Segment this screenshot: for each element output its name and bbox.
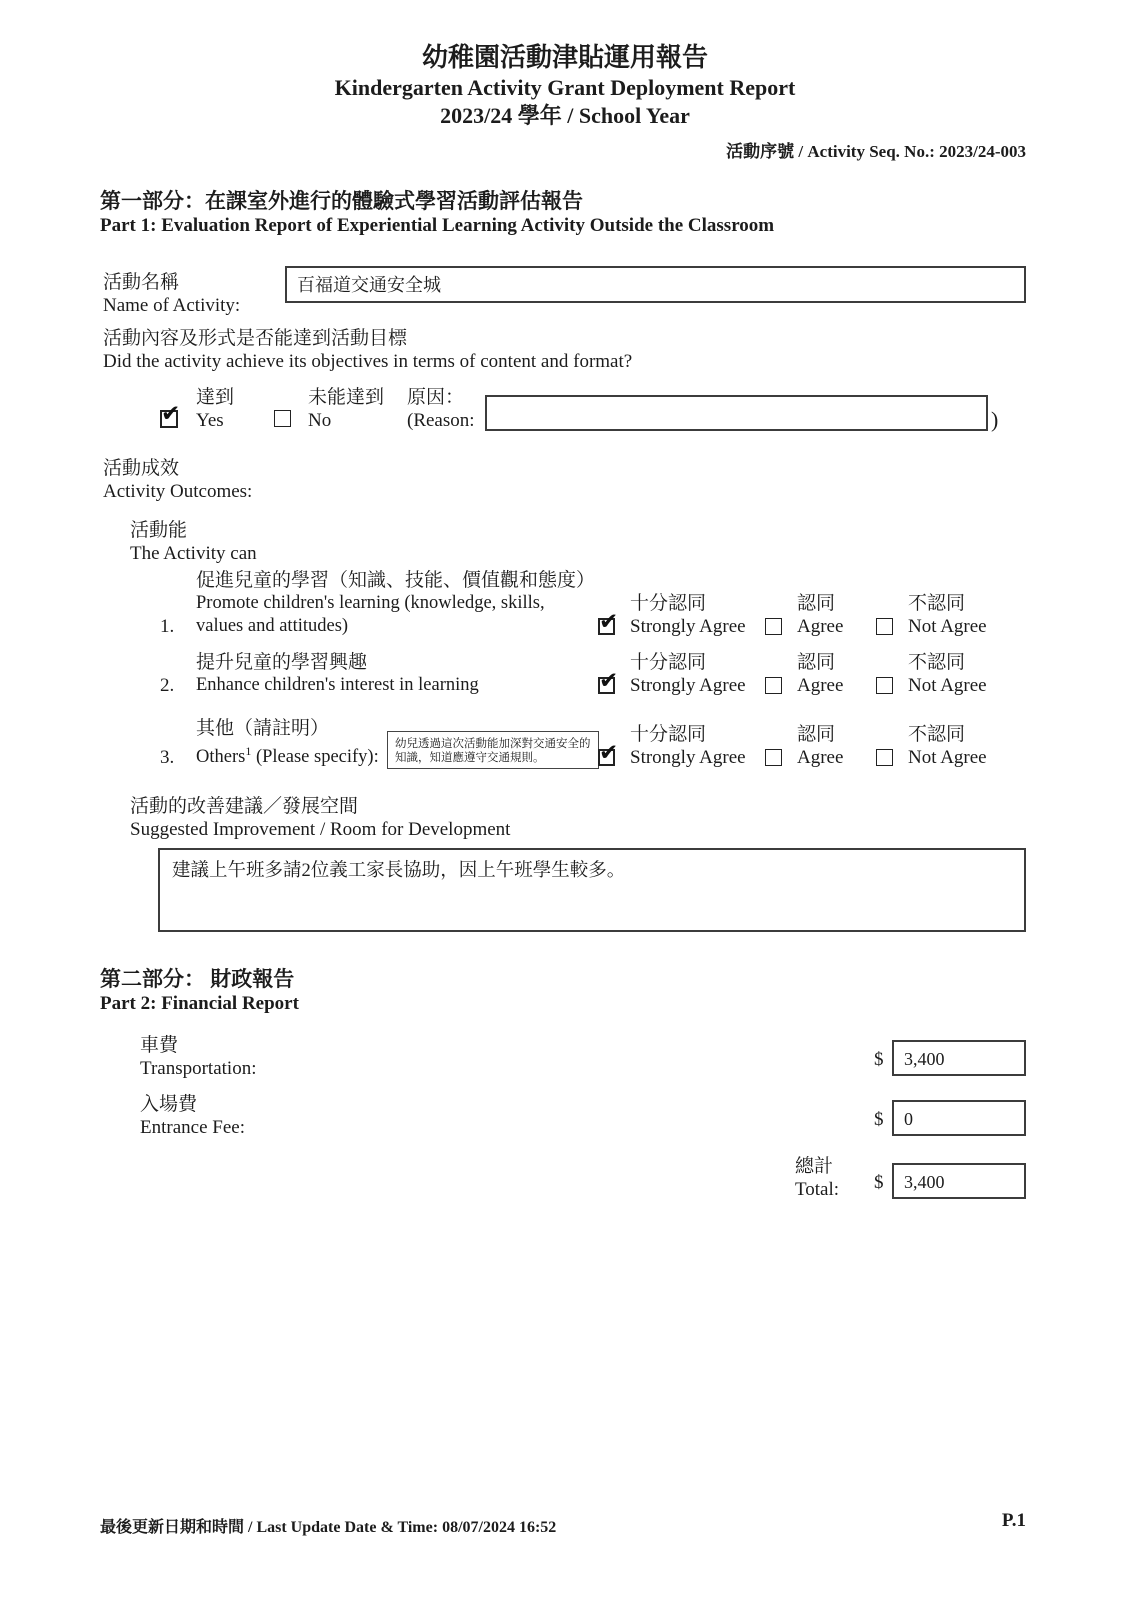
- total-label: [795, 1155, 839, 1201]
- objective-question-zh: 活動內容及形式是否能達到活動目標: [103, 328, 408, 349]
- outcome-item-3-en: [196, 740, 379, 769]
- transportation-label: [140, 1034, 256, 1080]
- objective-answer-row: [160, 388, 998, 432]
- strongly-agree-checkbox[interactable]: [598, 749, 615, 766]
- not-agree-label: [908, 651, 987, 697]
- yes-label-zh: 達到: [196, 387, 235, 408]
- agree-checkbox[interactable]: [765, 618, 782, 635]
- not-agree-checkbox[interactable]: [876, 618, 893, 635]
- outcome-item-3-zh: 其他（請註明）: [196, 717, 330, 739]
- improvement-value: 建議上午班多請2位義工家長協助，因上午班學生較多。: [172, 861, 626, 881]
- reason-label: [407, 386, 485, 432]
- others-footnote-sup: 1: [245, 743, 252, 758]
- outcome-item-1: [160, 570, 1040, 638]
- yes-label-en: Yes: [196, 410, 224, 431]
- part2-heading-zh: 第二部分： 財政報告: [100, 967, 295, 991]
- yes-label: [196, 386, 274, 432]
- yes-checkbox[interactable]: [160, 410, 178, 428]
- option-agree: [765, 723, 843, 769]
- improvement-input[interactable]: [158, 848, 1026, 932]
- title-block: [0, 42, 1130, 130]
- not-agree-label-en: Not Agree: [908, 616, 987, 637]
- school-year-line: 2023/24 學年 / School Year: [440, 103, 690, 128]
- outcome-item-2: [160, 652, 1040, 697]
- part2-heading: [100, 966, 299, 1016]
- objective-question: [103, 327, 632, 373]
- outcome-item-2-body: [196, 651, 479, 697]
- agree-label: [797, 592, 843, 638]
- reason-close-paren: ): [991, 407, 999, 432]
- agree-checkbox[interactable]: [765, 677, 782, 694]
- outcomes-sublabel: [130, 519, 257, 565]
- no-label-en: No: [308, 410, 332, 431]
- entrance-fee-currency: $: [874, 1109, 884, 1130]
- report-title-en: Kindergarten Activity Grant Deployment Report: [334, 75, 796, 100]
- outcome-item-1-en1: Promote children's learning (knowledge, skills,: [196, 593, 545, 613]
- option-strongly-agree: [598, 592, 746, 638]
- activity-name-label-en: Name of Activity:: [103, 295, 241, 316]
- not-agree-label-en: Not Agree: [908, 675, 987, 696]
- reason-input[interactable]: [485, 395, 988, 431]
- option-not-agree: [876, 651, 987, 697]
- improvement-label: [130, 795, 510, 841]
- agree-label: [797, 723, 843, 769]
- part2-heading-en: Part 2: Financial Report: [100, 993, 299, 1014]
- outcome-item-3-body: [196, 717, 379, 769]
- not-agree-checkbox[interactable]: [876, 749, 893, 766]
- agree-label-en: Agree: [797, 675, 844, 696]
- not-agree-label: [908, 723, 987, 769]
- agree-label-zh: 認同: [797, 652, 836, 673]
- outcomes-sublabel-zh: 活動能: [130, 520, 188, 541]
- total-label-en: Total:: [795, 1179, 840, 1200]
- not-agree-label-zh: 不認同: [908, 724, 966, 745]
- last-update-line: 最後更新日期和時間 / Last Update Date & Time: 08/07/2024 16:52: [100, 1519, 557, 1536]
- option-not-agree: [876, 723, 987, 769]
- entrance-fee-label-zh: 入場費: [140, 1094, 198, 1115]
- no-label-zh: 未能達到: [308, 387, 385, 408]
- no-label: [308, 386, 394, 432]
- not-agree-label-zh: 不認同: [908, 593, 966, 614]
- outcome-item-1-body: [196, 569, 595, 638]
- not-agree-label-zh: 不認同: [908, 652, 966, 673]
- strongly-agree-label-en: Strongly Agree: [630, 616, 746, 637]
- reason-label-zh: 原因：: [407, 387, 465, 408]
- others-specify-value: 幼兒透過這次活動能加深對交通安全的知識，知道應遵守交通規則。: [395, 738, 591, 764]
- others-rest: (Please specify):: [251, 747, 379, 767]
- part1-heading-en: Part 1: Evaluation Report of Experiential Learning Activity Outside the Classroom: [100, 215, 775, 236]
- option-agree: [765, 592, 843, 638]
- activity-name-value: 百福道交通安全城: [297, 275, 441, 295]
- strongly-agree-label: [630, 651, 746, 697]
- strongly-agree-checkbox[interactable]: [598, 618, 615, 635]
- entrance-fee-value: 0: [904, 1109, 913, 1129]
- strongly-agree-label-zh: 十分認同: [630, 652, 707, 673]
- outcome-item-2-en: Enhance children's interest in learning: [196, 675, 479, 695]
- report-title-zh: 幼稚園活動津貼運用報告: [421, 43, 708, 72]
- entrance-fee-label-en: Entrance Fee:: [140, 1117, 245, 1138]
- strongly-agree-checkbox[interactable]: [598, 677, 615, 694]
- entrance-fee-input[interactable]: [892, 1100, 1026, 1136]
- outcomes-label: [103, 457, 252, 503]
- entrance-fee-label: [140, 1093, 245, 1139]
- option-strongly-agree: [598, 723, 746, 769]
- outcomes-sublabel-en: The Activity can: [130, 543, 257, 564]
- total-input[interactable]: [892, 1163, 1026, 1199]
- strongly-agree-label: [630, 592, 746, 638]
- agree-label-zh: 認同: [797, 724, 836, 745]
- strongly-agree-label-zh: 十分認同: [630, 724, 707, 745]
- outcome-item-1-zh: 促進兒童的學習（知識、技能、價值觀和態度）: [196, 570, 596, 591]
- agree-label: [797, 651, 843, 697]
- outcome-item-1-en2: values and attitudes): [196, 616, 349, 636]
- not-agree-checkbox[interactable]: [876, 677, 893, 694]
- agree-checkbox[interactable]: [765, 749, 782, 766]
- strongly-agree-label-zh: 十分認同: [630, 593, 707, 614]
- transportation-value: 3,400: [904, 1049, 945, 1069]
- option-strongly-agree: [598, 651, 746, 697]
- total-currency: $: [874, 1172, 884, 1193]
- others-specify-input[interactable]: [387, 731, 599, 769]
- reason-label-en: (Reason:: [407, 410, 475, 431]
- total-value: 3,400: [904, 1172, 945, 1192]
- not-agree-label-en: Not Agree: [908, 747, 987, 768]
- outcome-item-2-zh: 提升兒童的學習興趣: [196, 652, 368, 673]
- page-number: P.1: [1001, 1510, 1026, 1531]
- option-not-agree: [876, 592, 987, 638]
- activity-name-label: [103, 266, 285, 317]
- option-agree: [765, 651, 843, 697]
- agree-label-zh: 認同: [797, 593, 836, 614]
- strongly-agree-label-en: Strongly Agree: [630, 747, 746, 768]
- outcome-item-2-number: 2.: [160, 675, 175, 696]
- strongly-agree-label-en: Strongly Agree: [630, 675, 746, 696]
- activity-name-input[interactable]: [285, 266, 1026, 303]
- outcomes-label-zh: 活動成效: [103, 458, 180, 479]
- others-word: Others: [196, 747, 246, 767]
- outcome-item-3-number: 3.: [160, 747, 175, 768]
- not-agree-label: [908, 592, 987, 638]
- reason-value: [487, 397, 986, 409]
- transportation-label-en: Transportation:: [140, 1058, 257, 1079]
- strongly-agree-label: [630, 723, 746, 769]
- agree-label-en: Agree: [797, 616, 844, 637]
- part1-heading-zh: 第一部分：在課室外進行的體驗式學習活動評估報告: [100, 189, 583, 213]
- improvement-label-zh: 活動的改善建議／發展空間: [130, 796, 359, 817]
- transportation-currency: $: [874, 1049, 884, 1070]
- objective-question-en: Did the activity achieve its objectives in terms of content and format?: [103, 351, 633, 372]
- improvement-label-en: Suggested Improvement / Room for Development: [130, 819, 511, 840]
- total-label-zh: 總計: [795, 1156, 834, 1177]
- activity-name-label-zh: 活動名稱: [103, 272, 180, 293]
- no-checkbox[interactable]: [274, 410, 291, 427]
- transportation-input[interactable]: [892, 1040, 1026, 1076]
- outcomes-label-en: Activity Outcomes:: [103, 481, 253, 502]
- agree-label-en: Agree: [797, 747, 844, 768]
- part1-heading: [100, 188, 774, 238]
- outcome-item-3: [160, 717, 1040, 769]
- activity-name-row: [103, 266, 1026, 317]
- transportation-label-zh: 車費: [140, 1035, 179, 1056]
- outcome-item-1-number: 1.: [160, 616, 175, 637]
- activity-seq-no: 活動序號 / Activity Seq. No.: 2023/24-003: [726, 142, 1026, 161]
